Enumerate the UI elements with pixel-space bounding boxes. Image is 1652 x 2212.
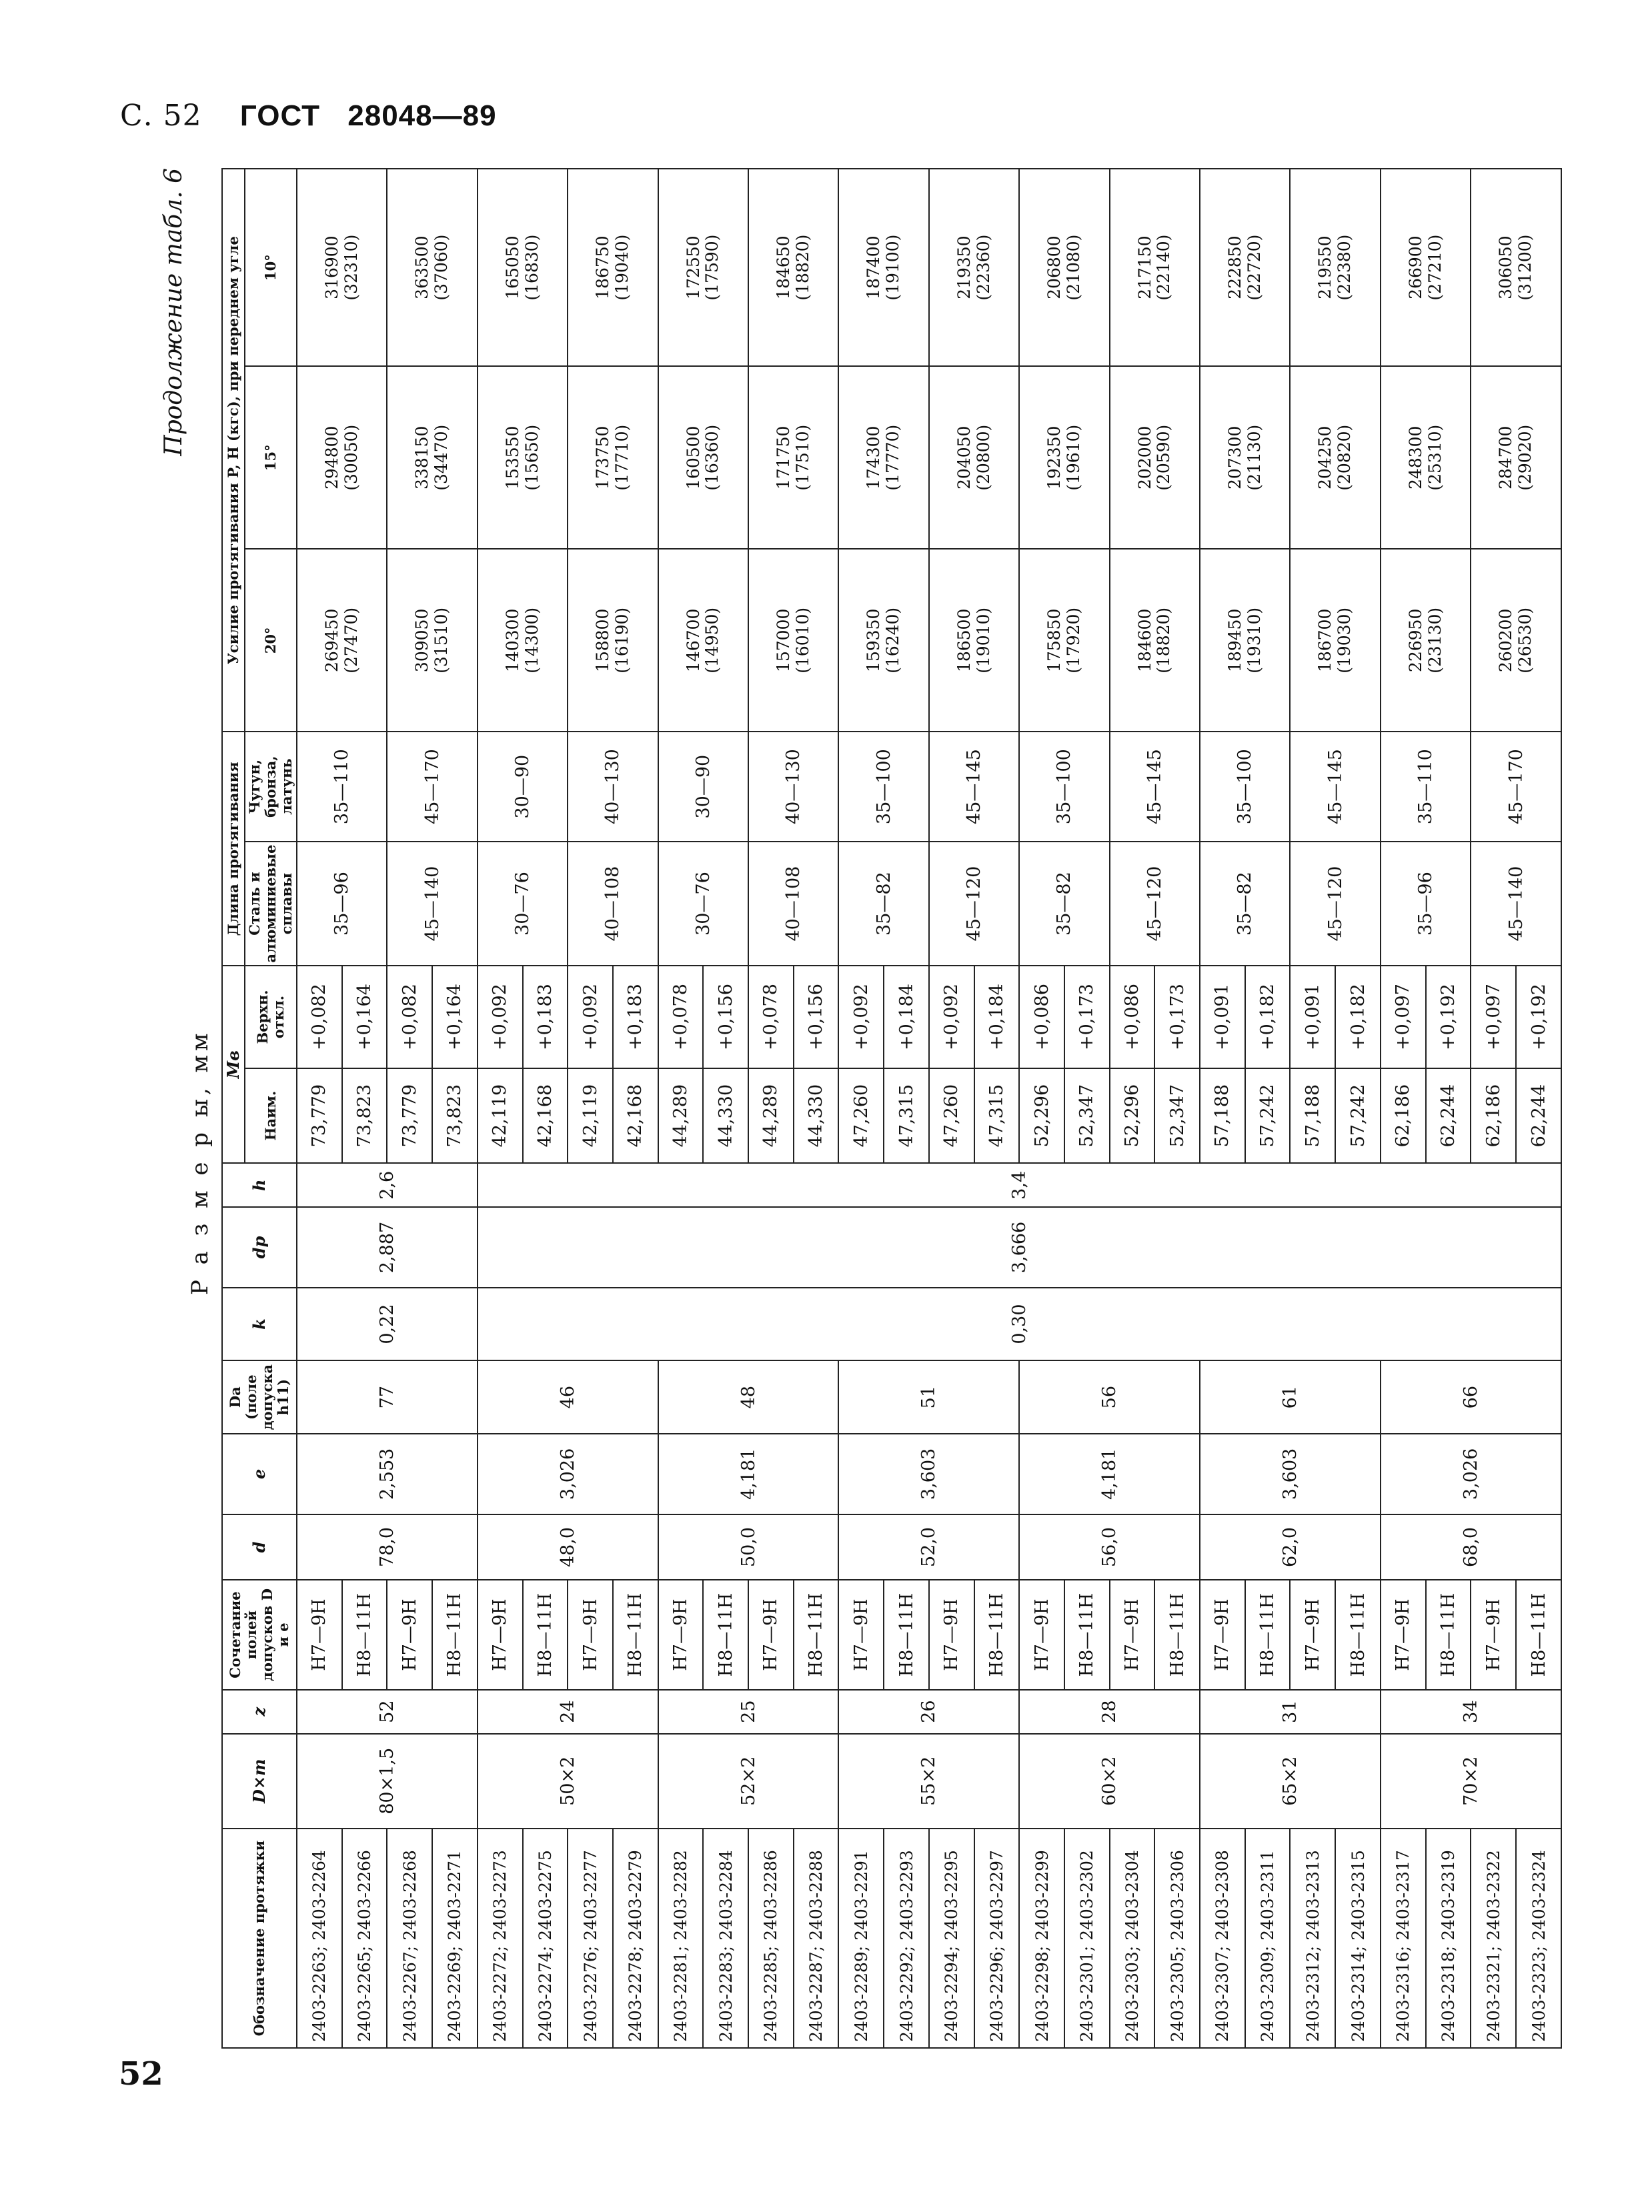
tolerance-cell: H8—11H — [1064, 1580, 1110, 1689]
designation-cell: 2403-2272; 2403-2273 — [478, 1829, 523, 2048]
da-cell: 77 — [297, 1360, 478, 1434]
designation-cell: 2403-2265; 2403-2266 — [342, 1829, 387, 2048]
designation-cell: 2403-2276; 2403-2277 — [568, 1829, 613, 2048]
table-row — [1200, 169, 1245, 2048]
e-cell: 2,553 — [297, 1434, 478, 1514]
mv-nom-cell: 73,779 — [387, 1068, 432, 1164]
header-tolerance: Сочетание полей допусков D и e — [222, 1580, 297, 1689]
mv-nom-cell: 47,260 — [929, 1068, 974, 1164]
force-15-cell: 153550 (15650) — [478, 366, 568, 549]
mv-nom-cell: 44,330 — [703, 1068, 748, 1164]
dp-cell: 3,666 — [478, 1207, 1561, 1288]
z-cell: 31 — [1200, 1690, 1381, 1734]
force-20-cell: 269450 (27470) — [297, 549, 387, 732]
tolerance-cell: H8—11H — [342, 1580, 387, 1689]
z-cell: 52 — [297, 1690, 478, 1734]
force-10-cell: 363500 (37060) — [387, 169, 477, 366]
force-10-cell: 316900 (32310) — [297, 169, 387, 366]
length-steel-cell: 35—96 — [297, 842, 387, 966]
page-header — [120, 99, 497, 133]
header-force-10: 10° — [245, 169, 297, 366]
e-cell: 4,181 — [658, 1434, 839, 1514]
designation-cell: 2403-2274; 2403-2275 — [523, 1829, 568, 2048]
mv-dev-cell: +0,082 — [297, 966, 342, 1068]
tolerance-cell: H8—11H — [1426, 1580, 1471, 1689]
length-iron-cell: 30—90 — [658, 732, 748, 841]
tolerance-cell: H7—9H — [658, 1580, 704, 1689]
da-cell: 48 — [658, 1360, 839, 1434]
dxm-cell: 65×2 — [1200, 1734, 1381, 1829]
tolerance-cell: H7—9H — [478, 1580, 523, 1689]
force-20-cell: 186500 (19010) — [929, 549, 1019, 732]
tolerance-cell: H8—11H — [613, 1580, 658, 1689]
tolerance-cell: H7—9H — [568, 1580, 613, 1689]
page-number: 52 — [119, 2055, 163, 2093]
mv-dev-cell: +0,078 — [748, 966, 794, 1068]
mv-nom-cell: 57,242 — [1335, 1068, 1381, 1164]
mv-nom-cell: 62,186 — [1471, 1068, 1516, 1164]
length-steel-cell: 35—82 — [838, 842, 928, 966]
mv-nom-cell: 42,168 — [613, 1068, 658, 1164]
tolerance-cell: H7—9H — [297, 1580, 342, 1689]
table-body — [297, 169, 1561, 2048]
da-cell: 66 — [1381, 1360, 1561, 1434]
mv-nom-cell: 52,296 — [1110, 1068, 1155, 1164]
header-h: h — [222, 1163, 297, 1207]
header-e: e — [222, 1434, 297, 1514]
designation-cell: 2403-2287; 2403-2288 — [794, 1829, 839, 2048]
d-cell: 62,0 — [1200, 1514, 1381, 1580]
mv-nom-cell: 47,260 — [838, 1068, 884, 1164]
tolerance-cell: H7—9H — [929, 1580, 974, 1689]
force-10-cell: 219550 (22380) — [1290, 169, 1380, 366]
mv-dev-cell: +0,182 — [1245, 966, 1291, 1068]
force-10-cell: 266900 (27210) — [1381, 169, 1471, 366]
d-cell: 48,0 — [478, 1514, 658, 1580]
length-iron-cell: 35—110 — [1381, 732, 1471, 841]
force-15-cell: 192350 (19610) — [1019, 366, 1109, 549]
length-steel-cell: 35—82 — [1200, 842, 1290, 966]
mv-nom-cell: 42,119 — [568, 1068, 613, 1164]
rotated-table-block — [160, 168, 1562, 2049]
z-cell: 26 — [838, 1690, 1019, 1734]
designation-cell: 2403-2281; 2403-2282 — [658, 1829, 704, 2048]
length-steel-cell: 35—96 — [1381, 842, 1471, 966]
mv-nom-cell: 62,244 — [1426, 1068, 1471, 1164]
tolerance-cell: H7—9H — [1019, 1580, 1064, 1689]
header-z: z — [222, 1690, 297, 1734]
e-cell: 3,026 — [478, 1434, 658, 1514]
mv-nom-cell: 52,347 — [1154, 1068, 1200, 1164]
header-dxm: D×m — [222, 1734, 297, 1829]
designation-cell: 2403-2305; 2403-2306 — [1154, 1829, 1200, 2048]
force-15-cell: 294800 (30050) — [297, 366, 387, 549]
k-cell: 0,22 — [297, 1288, 478, 1361]
header-force-group: Усилие протягивания P, H (кгс), при переднем угле — [222, 169, 245, 732]
designation-cell: 2403-2296; 2403-2297 — [974, 1829, 1020, 2048]
force-15-cell: 171750 (17510) — [748, 366, 838, 549]
mv-dev-cell: +0,156 — [703, 966, 748, 1068]
mv-nom-cell: 44,330 — [794, 1068, 839, 1164]
header-length-iron: Чугун, бронза, латунь — [245, 732, 297, 841]
force-15-cell: 173750 (17710) — [568, 366, 658, 549]
mv-dev-cell: +0,183 — [613, 966, 658, 1068]
mv-nom-cell: 57,188 — [1290, 1068, 1335, 1164]
mv-nom-cell: 57,188 — [1200, 1068, 1245, 1164]
table-row — [1019, 169, 1064, 2048]
designation-cell: 2403-2312; 2403-2313 — [1290, 1829, 1335, 2048]
dxm-cell: 52×2 — [658, 1734, 839, 1829]
designation-cell: 2403-2294; 2403-2295 — [929, 1829, 974, 2048]
designation-cell: 2403-2309; 2403-2311 — [1245, 1829, 1291, 2048]
length-steel-cell: 40—108 — [568, 842, 658, 966]
length-steel-cell: 45—120 — [1290, 842, 1380, 966]
mv-dev-cell: +0,097 — [1471, 966, 1516, 1068]
header-length-group: Длина протягивания — [222, 732, 245, 966]
mv-dev-cell: +0,192 — [1516, 966, 1561, 1068]
broach-table — [221, 168, 1562, 2049]
mv-dev-cell: +0,164 — [432, 966, 478, 1068]
mv-nom-cell: 52,347 — [1064, 1068, 1110, 1164]
dp-cell: 2,887 — [297, 1207, 478, 1288]
length-iron-cell: 30—90 — [478, 732, 568, 841]
da-cell: 46 — [478, 1360, 658, 1434]
length-iron-cell: 35—100 — [1019, 732, 1109, 841]
dxm-cell: 55×2 — [838, 1734, 1019, 1829]
length-iron-cell: 45—145 — [1110, 732, 1200, 841]
force-20-cell: 309050 (31510) — [387, 549, 477, 732]
designation-cell: 2403-2298; 2403-2299 — [1019, 1829, 1064, 2048]
force-20-cell: 175850 (17920) — [1019, 549, 1109, 732]
tolerance-cell: H7—9H — [1200, 1580, 1245, 1689]
force-20-cell: 186700 (19030) — [1290, 549, 1380, 732]
tolerance-cell: H7—9H — [1290, 1580, 1335, 1689]
mv-nom-cell: 57,242 — [1245, 1068, 1291, 1164]
mv-dev-cell: +0,164 — [342, 966, 387, 1068]
force-20-cell: 157000 (16010) — [748, 549, 838, 732]
page-label: С. 52 — [120, 99, 202, 133]
z-cell: 24 — [478, 1690, 658, 1734]
designation-cell: 2403-2283; 2403-2284 — [703, 1829, 748, 2048]
tolerance-cell: H8—11H — [1516, 1580, 1561, 1689]
header-length-steel: Сталь и алюминиевые сплавы — [245, 842, 297, 966]
tolerance-cell: H8—11H — [794, 1580, 839, 1689]
mv-dev-cell: +0,173 — [1154, 966, 1200, 1068]
force-15-cell: 202000 (20590) — [1110, 366, 1200, 549]
mv-nom-cell: 52,296 — [1019, 1068, 1064, 1164]
force-20-cell: 189450 (19310) — [1200, 549, 1290, 732]
header-dp: dp — [222, 1207, 297, 1288]
d-cell: 68,0 — [1381, 1514, 1561, 1580]
mv-nom-cell: 73,823 — [432, 1068, 478, 1164]
designation-cell: 2403-2269; 2403-2271 — [432, 1829, 478, 2048]
tolerance-cell: H8—11H — [703, 1580, 748, 1689]
mv-nom-cell: 42,119 — [478, 1068, 523, 1164]
length-steel-cell: 45—120 — [929, 842, 1019, 966]
mv-dev-cell: +0,092 — [838, 966, 884, 1068]
d-cell: 56,0 — [1019, 1514, 1200, 1580]
header-mv-nom: Наим. — [245, 1068, 297, 1164]
length-iron-cell: 45—170 — [1471, 732, 1561, 841]
force-10-cell: 219350 (22360) — [929, 169, 1019, 366]
d-cell: 78,0 — [297, 1514, 478, 1580]
standard-label: ГОСТ — [239, 99, 321, 132]
designation-cell: 2403-2307; 2403-2308 — [1200, 1829, 1245, 2048]
length-iron-cell: 35—110 — [297, 732, 387, 841]
table-row — [1381, 169, 1426, 2048]
force-20-cell: 184600 (18820) — [1110, 549, 1200, 732]
designation-cell: 2403-2292; 2403-2293 — [884, 1829, 929, 2048]
designation-cell: 2403-2314; 2403-2315 — [1335, 1829, 1381, 2048]
mv-dev-cell: +0,173 — [1064, 966, 1110, 1068]
designation-cell: 2403-2289; 2403-2291 — [838, 1829, 884, 2048]
designation-cell: 2403-2278; 2403-2279 — [613, 1829, 658, 2048]
table-row — [478, 169, 523, 2048]
header-d: d — [222, 1514, 297, 1580]
tolerance-cell: H8—11H — [1245, 1580, 1291, 1689]
length-iron-cell: 45—145 — [929, 732, 1019, 841]
e-cell: 4,181 — [1019, 1434, 1200, 1514]
mv-nom-cell: 62,244 — [1516, 1068, 1561, 1164]
table-row — [297, 169, 342, 2048]
mv-dev-cell: +0,182 — [1335, 966, 1381, 1068]
mv-dev-cell: +0,082 — [387, 966, 432, 1068]
tolerance-cell: H8—11H — [432, 1580, 478, 1689]
tolerance-cell: H7—9H — [1381, 1580, 1426, 1689]
length-steel-cell: 40—108 — [748, 842, 838, 966]
force-10-cell: 172550 (17590) — [658, 169, 748, 366]
mv-dev-cell: +0,183 — [523, 966, 568, 1068]
mv-dev-cell: +0,091 — [1200, 966, 1245, 1068]
force-10-cell: 206800 (21080) — [1019, 169, 1109, 366]
force-15-cell: 204050 (20800) — [929, 366, 1019, 549]
force-15-cell: 174300 (17770) — [838, 366, 928, 549]
length-iron-cell: 35—100 — [838, 732, 928, 841]
standard-number: 28048—89 — [347, 99, 497, 132]
d-cell: 52,0 — [838, 1514, 1019, 1580]
length-iron-cell: 35—100 — [1200, 732, 1290, 841]
force-10-cell: 186750 (19040) — [568, 169, 658, 366]
mv-nom-cell: 44,289 — [748, 1068, 794, 1164]
mv-nom-cell: 42,168 — [523, 1068, 568, 1164]
h-cell: 2,6 — [297, 1163, 478, 1207]
force-15-cell: 207300 (21130) — [1200, 366, 1290, 549]
mv-nom-cell: 73,823 — [342, 1068, 387, 1164]
d-cell: 50,0 — [658, 1514, 839, 1580]
z-cell: 28 — [1019, 1690, 1200, 1734]
mv-nom-cell: 73,779 — [297, 1068, 342, 1164]
k-cell: 0,30 — [478, 1288, 1561, 1361]
designation-cell: 2403-2303; 2403-2304 — [1110, 1829, 1155, 2048]
tolerance-cell: H7—9H — [1471, 1580, 1516, 1689]
force-20-cell: 146700 (14950) — [658, 549, 748, 732]
header-k: k — [222, 1288, 297, 1361]
length-steel-cell: 45—140 — [387, 842, 477, 966]
force-15-cell: 284700 (29020) — [1471, 366, 1561, 549]
mv-dev-cell: +0,156 — [794, 966, 839, 1068]
force-20-cell: 226950 (23130) — [1381, 549, 1471, 732]
e-cell: 3,026 — [1381, 1434, 1561, 1514]
tolerance-cell: H8—11H — [1335, 1580, 1381, 1689]
table-row — [658, 169, 704, 2048]
mv-dev-cell: +0,092 — [568, 966, 613, 1068]
dxm-cell: 60×2 — [1019, 1734, 1200, 1829]
tolerance-cell: H8—11H — [884, 1580, 929, 1689]
length-iron-cell: 45—145 — [1290, 732, 1380, 841]
length-steel-cell: 45—140 — [1471, 842, 1561, 966]
force-10-cell: 187400 (19100) — [838, 169, 928, 366]
tolerance-cell: H8—11H — [1154, 1580, 1200, 1689]
mv-dev-cell: +0,078 — [658, 966, 704, 1068]
force-20-cell: 158800 (16190) — [568, 549, 658, 732]
header-mv: Mв — [222, 966, 245, 1163]
tolerance-cell: H7—9H — [748, 1580, 794, 1689]
table-caption: Продолжение табл. 6 — [160, 168, 187, 456]
da-cell: 61 — [1200, 1360, 1381, 1434]
force-10-cell: 165050 (16830) — [478, 169, 568, 366]
length-steel-cell: 30—76 — [478, 842, 568, 966]
z-cell: 34 — [1381, 1690, 1561, 1734]
mv-dev-cell: +0,184 — [884, 966, 929, 1068]
tolerance-cell: H8—11H — [974, 1580, 1020, 1689]
dxm-cell: 80×1,5 — [297, 1734, 478, 1829]
mv-nom-cell: 62,186 — [1381, 1068, 1426, 1164]
length-iron-cell: 45—170 — [387, 732, 477, 841]
designation-cell: 2403-2316; 2403-2317 — [1381, 1829, 1426, 2048]
header-force-15: 15° — [245, 366, 297, 549]
force-15-cell: 248300 (25310) — [1381, 366, 1471, 549]
designation-cell: 2403-2318; 2403-2319 — [1426, 1829, 1471, 2048]
mv-dev-cell: +0,086 — [1110, 966, 1155, 1068]
table-row — [838, 169, 884, 2048]
header-force-20: 20° — [245, 549, 297, 732]
designation-cell: 2403-2285; 2403-2286 — [748, 1829, 794, 2048]
mv-dev-cell: +0,091 — [1290, 966, 1335, 1068]
e-cell: 3,603 — [1200, 1434, 1381, 1514]
mv-dev-cell: +0,092 — [478, 966, 523, 1068]
mv-dev-cell: +0,097 — [1381, 966, 1426, 1068]
designation-cell: 2403-2323; 2403-2324 — [1516, 1829, 1561, 2048]
tolerance-cell: H7—9H — [1110, 1580, 1155, 1689]
designation-cell: 2403-2301; 2403-2302 — [1064, 1829, 1110, 2048]
designation-cell: 2403-2263; 2403-2264 — [297, 1829, 342, 2048]
force-10-cell: 184650 (18820) — [748, 169, 838, 366]
sizes-group-label: Р а з м е р ы, мм — [187, 1029, 213, 1295]
mv-nom-cell: 47,315 — [884, 1068, 929, 1164]
force-10-cell: 217150 (22140) — [1110, 169, 1200, 366]
header-mv-dev: Верхн. откл. — [245, 966, 297, 1068]
force-15-cell: 160500 (16360) — [658, 366, 748, 549]
force-10-cell: 306050 (31200) — [1471, 169, 1561, 366]
e-cell: 3,603 — [838, 1434, 1019, 1514]
length-iron-cell: 40—130 — [748, 732, 838, 841]
designation-cell: 2403-2267; 2403-2268 — [387, 1829, 432, 2048]
length-iron-cell: 40—130 — [568, 732, 658, 841]
dxm-cell: 50×2 — [478, 1734, 658, 1829]
mv-nom-cell: 44,289 — [658, 1068, 704, 1164]
force-20-cell: 140300 (14300) — [478, 549, 568, 732]
force-20-cell: 159350 (16240) — [838, 549, 928, 732]
mv-dev-cell: +0,092 — [929, 966, 974, 1068]
length-steel-cell: 45—120 — [1110, 842, 1200, 966]
header-da: Da (поле допуска h11) — [222, 1360, 297, 1434]
mv-dev-cell: +0,086 — [1019, 966, 1064, 1068]
force-20-cell: 260200 (26530) — [1471, 549, 1561, 732]
force-15-cell: 338150 (34470) — [387, 366, 477, 549]
length-steel-cell: 35—82 — [1019, 842, 1109, 966]
tolerance-cell: H7—9H — [387, 1580, 432, 1689]
force-15-cell: 204250 (20820) — [1290, 366, 1380, 549]
length-steel-cell: 30—76 — [658, 842, 748, 966]
mv-dev-cell: +0,192 — [1426, 966, 1471, 1068]
h-cell: 3,4 — [478, 1163, 1561, 1207]
dxm-cell: 70×2 — [1381, 1734, 1561, 1829]
z-cell: 25 — [658, 1690, 839, 1734]
da-cell: 51 — [838, 1360, 1019, 1434]
force-10-cell: 222850 (22720) — [1200, 169, 1290, 366]
tolerance-cell: H8—11H — [523, 1580, 568, 1689]
header-designation: Обозначение протяжки — [222, 1829, 297, 2048]
mv-dev-cell: +0,184 — [974, 966, 1020, 1068]
designation-cell: 2403-2321; 2403-2322 — [1471, 1829, 1516, 2048]
tolerance-cell: H7—9H — [838, 1580, 884, 1689]
mv-nom-cell: 47,315 — [974, 1068, 1020, 1164]
da-cell: 56 — [1019, 1360, 1200, 1434]
